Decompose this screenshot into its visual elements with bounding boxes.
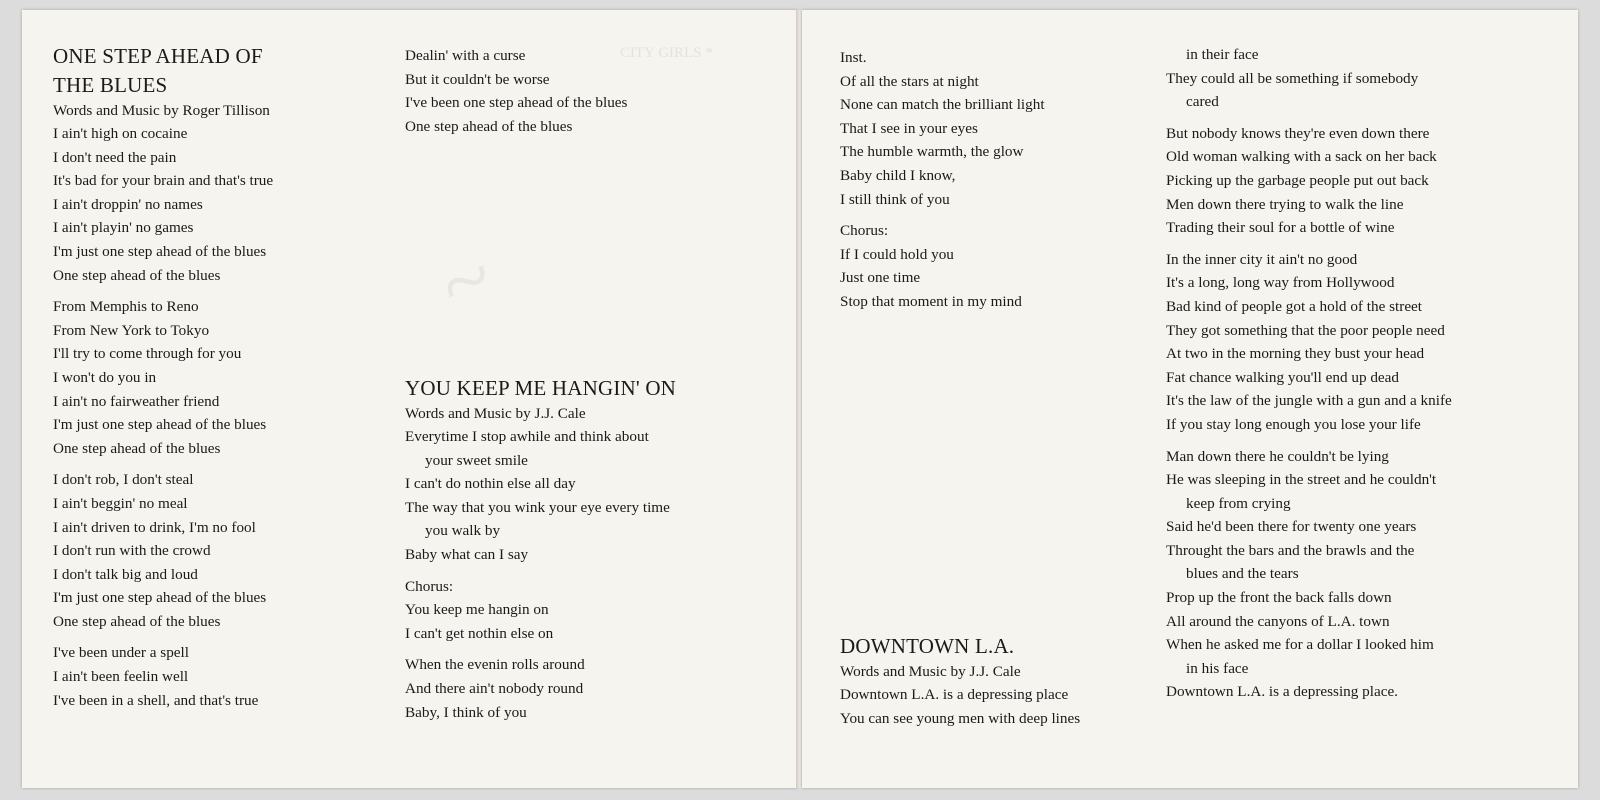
lyric-line: Men down there trying to walk the line: [1166, 195, 1404, 213]
song-title: ONE STEP AHEAD OF: [53, 44, 263, 68]
lyric-line: I ain't driven to drink, I'm no fool: [53, 518, 256, 536]
lyric-line: I can't do nothin else all day: [405, 475, 576, 493]
lyric-line: I ain't beggin' no meal: [53, 494, 188, 512]
chorus: [840, 219, 1045, 313]
lyric-line: Downtown L.A. is a depressing place: [840, 686, 1069, 703]
lyric-line: Dealin' with a curse: [405, 47, 526, 64]
lyric-line: From New York to Tokyo: [53, 321, 210, 339]
lyric-line: Man down there he couldn't be lying: [1166, 447, 1389, 465]
lyric-line: It's a long, long way from Hollywood: [1166, 274, 1395, 292]
song-title: DOWNTOWN L.A.: [840, 634, 1015, 658]
lyric-line: in their face: [1186, 46, 1259, 63]
lyric-line: I don't run with the crowd: [53, 542, 211, 560]
lyric-line: Downtown L.A. is a depressing place.: [1166, 683, 1398, 701]
chorus-label: Chorus:: [405, 577, 454, 595]
lyric-line: Baby what can I say: [405, 545, 529, 563]
stanza: [53, 295, 273, 460]
lyric-line: blues and the tears: [1186, 565, 1299, 583]
song-hangin-on-column: [405, 374, 676, 732]
stanza: [1166, 445, 1452, 705]
lyric-line: Of all the stars at night: [840, 72, 979, 90]
chorus: [405, 575, 676, 646]
lyric-line: I ain't playin' no games: [53, 219, 194, 237]
show-through-graphic: ~: [423, 226, 510, 337]
lyric-line: Bad kind of people got a hold of the street: [1166, 297, 1423, 315]
lyric-line: keep from crying: [1186, 494, 1291, 512]
lyric-line: I'm just one step ahead of the blues: [53, 242, 267, 260]
lyric-line: They got something that the poor people need: [1166, 321, 1445, 339]
lyric-line: When the evenin rolls around: [405, 656, 585, 674]
lyric-line: Baby child I know,: [840, 166, 956, 184]
song-title: YOU KEEP ME HANGIN' ON: [405, 376, 677, 400]
song-credit: Words and Music by Roger Tillison: [53, 102, 270, 119]
song-downtown-la-continued-column: [1166, 43, 1452, 712]
lyric-line: I've been one step ahead of the blues: [405, 94, 628, 112]
lyric-line: You keep me hangin on: [405, 601, 549, 619]
lyric-line: I've been under a spell: [53, 644, 189, 662]
lyric-line: in his face: [1186, 659, 1249, 677]
song-credit: Words and Music by J.J. Cale: [405, 405, 586, 422]
lyric-line: Just one time: [840, 269, 921, 287]
lyric-line: I don't talk big and loud: [53, 565, 198, 583]
lyric-line: In the inner city it ain't no good: [1166, 250, 1358, 268]
lyric-line: When he asked me for a dollar I looked him: [1166, 636, 1434, 654]
stanza: [405, 653, 676, 724]
lyric-line: I don't need the pain: [53, 148, 177, 166]
lyric-line: One step ahead of the blues: [53, 266, 221, 284]
song-downtown-la-column: [840, 632, 1080, 730]
inst-label: Inst.: [840, 49, 867, 66]
lyric-line: None can match the brilliant light: [840, 96, 1045, 114]
lyric-line: Stop that moment in my mind: [840, 292, 1022, 310]
lyric-line: I don't rob, I don't steal: [53, 471, 194, 489]
chorus-label: Chorus:: [840, 222, 889, 240]
song-hangin-on-continued-column: [840, 46, 1045, 322]
lyric-line: Picking up the garbage people put out back: [1166, 171, 1429, 189]
lyric-line: Fat chance walking you'll end up dead: [1166, 368, 1400, 386]
lyric-line: I ain't no fairweather friend: [53, 392, 220, 410]
stanza: [53, 468, 273, 633]
song-one-step-continued-column: [405, 44, 627, 138]
lyric-line: you walk by: [425, 522, 501, 540]
left-page: [22, 10, 798, 788]
lyric-line: Everytime I stop awhile and think about: [405, 428, 649, 445]
lyric-line: I can't get nothin else on: [405, 624, 554, 642]
lyric-line: But nobody knows they're even down there: [1166, 124, 1430, 142]
lyric-line: cared: [1186, 93, 1219, 111]
stanza: [53, 122, 273, 287]
lyric-line: Prop up the front the back falls down: [1166, 589, 1392, 607]
lyric-line: I'm just one step ahead of the blues: [53, 589, 267, 607]
song-one-step-column: [53, 42, 273, 720]
lyric-line: But it couldn't be worse: [405, 70, 550, 88]
stanza: [1166, 122, 1452, 240]
lyric-line: At two in the morning they bust your head: [1166, 345, 1425, 363]
lyric-line: That I see in your eyes: [840, 119, 978, 137]
lyric-line: And there ain't nobody round: [405, 679, 584, 697]
song-credit: Words and Music by J.J. Cale: [840, 663, 1021, 680]
lyric-line: It's the law of the jungle with a gun and a knife: [1166, 392, 1452, 410]
lyric-line: I'm just one step ahead of the blues: [53, 416, 267, 434]
song-title: THE BLUES: [53, 73, 168, 97]
lyric-line: Throught the bars and the brawls and the: [1166, 541, 1415, 559]
lyric-line: Baby, I think of you: [405, 703, 527, 721]
lyric-line: It's bad for your brain and that's true: [53, 172, 274, 190]
lyric-line: I ain't droppin' no names: [53, 195, 203, 213]
lyric-line: I still think of you: [840, 190, 950, 208]
lyric-line: If I could hold you: [840, 245, 954, 263]
lyric-line: He was sleeping in the street and he couldn't: [1166, 471, 1437, 489]
lyric-line: One step ahead of the blues: [53, 612, 221, 630]
lyric-line: I ain't been feelin well: [53, 668, 189, 686]
lyric-line: The way that you wink your eye every time: [405, 498, 670, 516]
lyric-line: The humble warmth, the glow: [840, 143, 1024, 161]
lyric-line: your sweet smile: [425, 451, 528, 469]
lyric-line: I'll try to come through for you: [53, 345, 242, 363]
lyric-line: They could all be something if somebody: [1166, 69, 1419, 87]
lyric-line: Trading their soul for a bottle of wine: [1166, 219, 1395, 237]
lyric-line: All around the canyons of L.A. town: [1166, 612, 1390, 630]
lyric-line: I ain't high on cocaine: [53, 125, 188, 142]
stanza: [1166, 248, 1452, 437]
stanza: [840, 46, 1045, 211]
lyric-line: Old woman walking with a sack on her back: [1166, 148, 1437, 166]
lyric-line: I won't do you in: [53, 368, 157, 386]
lyric-line: You can see young men with deep lines: [840, 709, 1081, 727]
stanza: [1166, 43, 1452, 114]
lyric-line: From Memphis to Reno: [53, 298, 199, 316]
lyric-line: If you stay long enough you lose your life: [1166, 415, 1421, 433]
lyric-line: One step ahead of the blues: [405, 117, 573, 135]
lyric-line: Said he'd been there for twenty one years: [1166, 518, 1417, 536]
stanza: [405, 425, 676, 567]
lyric-line: One step ahead of the blues: [53, 439, 221, 457]
stanza: [53, 641, 273, 712]
show-through-text: CITY GIRLS *: [620, 45, 713, 61]
lyric-line: I've been in a shell, and that's true: [53, 691, 259, 709]
right-page: [802, 10, 1578, 788]
